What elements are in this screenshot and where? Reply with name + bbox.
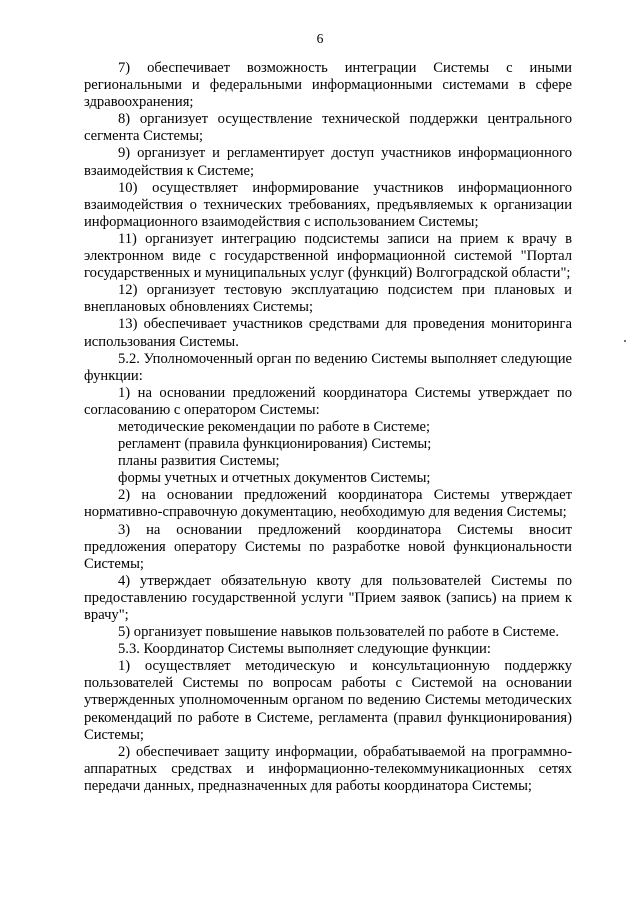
document-body — [84, 60, 572, 795]
sub-item-regulations: регламент (правила функционирования) Системы; — [118, 436, 432, 453]
section-5-2-heading: 5.2. Уполномоченный орган по ведению Системы выполняет следующие функции: — [84, 350, 572, 384]
paragraph-5-2-item-5: 5) организует повышение навыков пользователей по работе в Системе. — [118, 624, 560, 641]
paragraph-item-13: 13) обеспечивает участников средствами для проведения мониторинга использования Системы. — [84, 316, 572, 350]
paragraph-5-2-item-3: 3) на основании предложений координатора Системы вносит предложения оператору Системы по разработке новой функциональности Системы; — [84, 521, 572, 572]
paragraph-5-2-item-2: 2) на основании предложений координатора Системы утверждает нормативно-справочную документацию, необходимую для ведения Системы; — [84, 487, 572, 521]
paragraph-item-11: 11) организует интеграцию подсистемы записи на прием к врачу в электронном виде с государственной информационной системой "Портал государственных и муниципальных услуг (функций) Волгоградской области"; — [84, 230, 572, 282]
sub-item-document-forms: формы учетных и отчетных документов Системы; — [118, 470, 431, 487]
section-5-3-heading: 5.3. Координатор Системы выполняет следующие функции: — [118, 641, 491, 658]
paragraph-5-2-item-1: 1) на основании предложений координатора Системы утверждает по согласованию с оператором Системы: — [84, 384, 572, 418]
paragraph-item-10: 10) осуществляет информирование участников информационного взаимодействия о технических требованиях, предъявляемых к организации информационного взаимодействия с использованием Системы; — [84, 179, 572, 230]
paragraph-item-8: 8) организует осуществление технической поддержки центрального сегмента Системы; — [84, 111, 572, 145]
paragraph-item-7: 7) обеспечивает возможность интеграции Системы с иными региональными и федеральными информационными системами в сфере здравоохранения; — [84, 60, 572, 111]
paragraph-5-3-item-1: 1) осуществляет методическую и консультационную поддержку пользователей Системы по вопросам работы с Системой на основании утвержденных уполномоченным органом по ведению Системы методических рекомендаций по работе в Системе, регламента (правил функционирования) Системы; — [84, 658, 572, 743]
paragraph-5-3-item-2: 2) обеспечивает защиту информации, обрабатываемой на программно-аппаратных средствах и информационно-телекоммуникационных сетях передачи данных, предназначенных для работы координатора Системы; — [84, 743, 572, 794]
paragraph-item-9: 9) организует и регламентирует доступ участников информационного взаимодействия к Системе; — [84, 145, 572, 179]
page-number: 6 — [316, 31, 324, 46]
paragraph-5-2-item-4: 4) утверждает обязательную квоту для пользователей Системы по предоставлению государственной услуги "Прием заявок (запись) на прием к врачу"; — [84, 572, 572, 623]
scan-speck — [624, 340, 626, 342]
sub-item-methodical-recommendations: методические рекомендации по работе в Системе; — [118, 418, 431, 435]
sub-item-development-plans: планы развития Системы; — [118, 453, 280, 470]
paragraph-item-12: 12) организует тестовую эксплуатацию подсистем при плановых и внеплановых обновлениях Системы; — [84, 282, 572, 316]
